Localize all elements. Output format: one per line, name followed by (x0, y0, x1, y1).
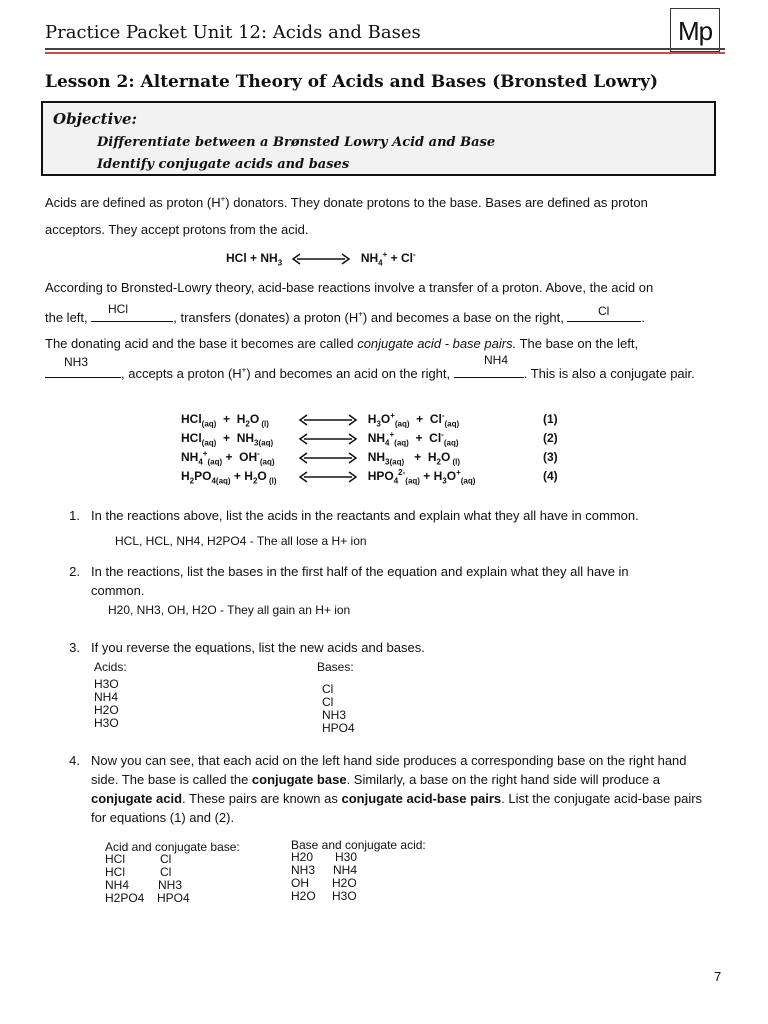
pair-base: NH3 (291, 863, 316, 877)
answer-2: H20, NH3, OH, H2O - They all gain an H+ ion (108, 603, 351, 617)
equation-number: (4) (543, 469, 558, 483)
pair-base: Cl (160, 852, 172, 866)
blank-base-left[interactable] (45, 365, 121, 378)
base-conj-acid-label: Base and conjugate acid: (291, 838, 426, 852)
intro-line-2: acceptors. They accept protons from the acid. (45, 222, 309, 237)
acid-conj-base-label: Acid and conjugate base: (105, 840, 240, 854)
pair-acid: H2O (332, 876, 357, 890)
base-answer: HPO4 (322, 721, 355, 735)
double-arrow-icon (291, 253, 351, 265)
equation-1: $HCl_{(aq)} + H_2O$ $_{(l)}$ $H_3O^+_{(aq)} + Cl^-_{(aq)}$ (181, 411, 460, 429)
answer-base-right: Cl (598, 304, 610, 318)
equation-2: $HCl_{(aq)} + NH_{3(aq)}$ $NH_4^+_{(aq)} + Cl^-_{(aq)}$ (181, 430, 459, 448)
answer-acid-right: NH4 (484, 353, 509, 367)
logo-box (670, 8, 720, 52)
equation-number: (1) (543, 412, 558, 426)
objective-item: Identify conjugate acids and bases (97, 157, 350, 172)
header-rule-dark (45, 48, 725, 50)
base-answer: Cl (322, 682, 334, 696)
pair-acid: H2PO4 (105, 891, 145, 905)
question-4-line-4: for equations (1) and (2). (91, 810, 235, 825)
question-number: 1. (69, 508, 80, 523)
double-arrow-icon (298, 433, 358, 445)
question-number: 2. (69, 564, 80, 579)
pair-acid: H30 (335, 850, 358, 864)
base-answer: NH3 (322, 708, 347, 722)
para2-line-2: the left, , transfers (donates) a proton (H+) and becomes a base on the right, . (45, 309, 646, 325)
blank-acid[interactable] (91, 309, 173, 322)
question-1: In the reactions above, list the acids in the reactants and explain what they all have in common. (91, 508, 639, 523)
answer-acid-left: HCl (108, 302, 128, 316)
base-answer: Cl (322, 695, 334, 709)
question-2-line-1: In the reactions, list the bases in the first half of the equation and explain what they all have in (91, 564, 629, 579)
question-3: If you reverse the equations, list the new acids and bases. (91, 640, 425, 655)
pair-base: HPO4 (157, 891, 190, 905)
answer-base-left: NH3 (64, 355, 89, 369)
acid-answer: H3O (94, 716, 119, 730)
question-2-line-2: common. (91, 583, 145, 598)
intro-line-1: Acids are defined as proton (H+) donators. They donate protons to the base. Bases are defined as proton (45, 194, 648, 210)
question-number: 3. (69, 640, 80, 655)
double-arrow-icon (298, 414, 358, 426)
bases-label: Bases: (317, 660, 354, 674)
double-arrow-icon (298, 471, 358, 483)
para2-line-4: , accepts a proton (H+) and becomes an acid on the right, . This is also a conjugate pair. (45, 365, 695, 382)
acid-answer: H3O (94, 677, 119, 691)
question-4-line-3: conjugate acid. These pairs are known as conjugate acid-base pairs. List the conjugate acid-base pairs (91, 791, 703, 806)
objective-label: Objective: (53, 110, 138, 128)
pair-base: H2O (291, 889, 316, 903)
center-equation: HCl + $NH_3$ $NH_4^+ + Cl^-$ (226, 250, 416, 268)
para2-line-3: The donating acid and the base it becomes are called conjugate acid - base pairs. The base on the left, (45, 336, 639, 351)
blank-acid-right[interactable] (454, 365, 524, 378)
page-number: 7 (714, 969, 722, 984)
para2-line-1: According to Bronsted-Lowry theory, acid-base reactions involve a transfer of a proton. Above, the acid on (45, 280, 654, 295)
equation-number: (2) (543, 431, 558, 445)
equation-number: (3) (543, 450, 558, 464)
acid-answer: NH4 (94, 690, 119, 704)
answer-1: HCL, HCL, NH4, H2PO4 - The all lose a H+ ion (115, 534, 367, 548)
pair-acid: HCl (105, 865, 125, 879)
header-rule-accent (45, 52, 725, 54)
objective-box (41, 101, 716, 176)
logo-text: Mp (677, 16, 713, 46)
question-number: 4. (69, 753, 80, 768)
acids-label: Acids: (94, 660, 127, 674)
blank-base[interactable] (567, 309, 641, 322)
lesson-title: Lesson 2: Alternate Theory of Acids and Bases (Bronsted Lowry) (45, 72, 659, 92)
acid-answer: H2O (94, 703, 119, 717)
pair-base: Cl (160, 865, 172, 879)
pair-acid: NH4 (333, 863, 358, 877)
header-title: Practice Packet Unit 12: Acids and Bases (45, 22, 421, 43)
pair-base: H20 (291, 850, 314, 864)
pair-acid: NH4 (105, 878, 130, 892)
objective-item: Differentiate between a Brønsted Lowry Acid and Base (97, 135, 496, 150)
pair-acid: H3O (332, 889, 357, 903)
equation-3: $NH_4^+_{(aq)} + OH^-_{(aq)}$ $NH_{3(aq)} + H_2O$ $_{(l)}$ (181, 449, 461, 467)
pair-base: NH3 (158, 878, 183, 892)
question-4-line-1: Now you can see, that each acid on the left hand side produces a corresponding base on the right hand (91, 753, 687, 768)
double-arrow-icon (298, 452, 358, 464)
pair-acid: HCl (105, 852, 125, 866)
question-4-line-2: side. The base is called the conjugate base. Similarly, a base on the right hand side will produce a (91, 772, 660, 787)
equation-4: $H_2PO_{4(aq)} + H_2O$ $_{(l)}$ $HPO_4^{2-}_{(aq)} + H_3O^+_{(aq)}$ (181, 468, 476, 486)
pair-base: OH (291, 876, 309, 890)
